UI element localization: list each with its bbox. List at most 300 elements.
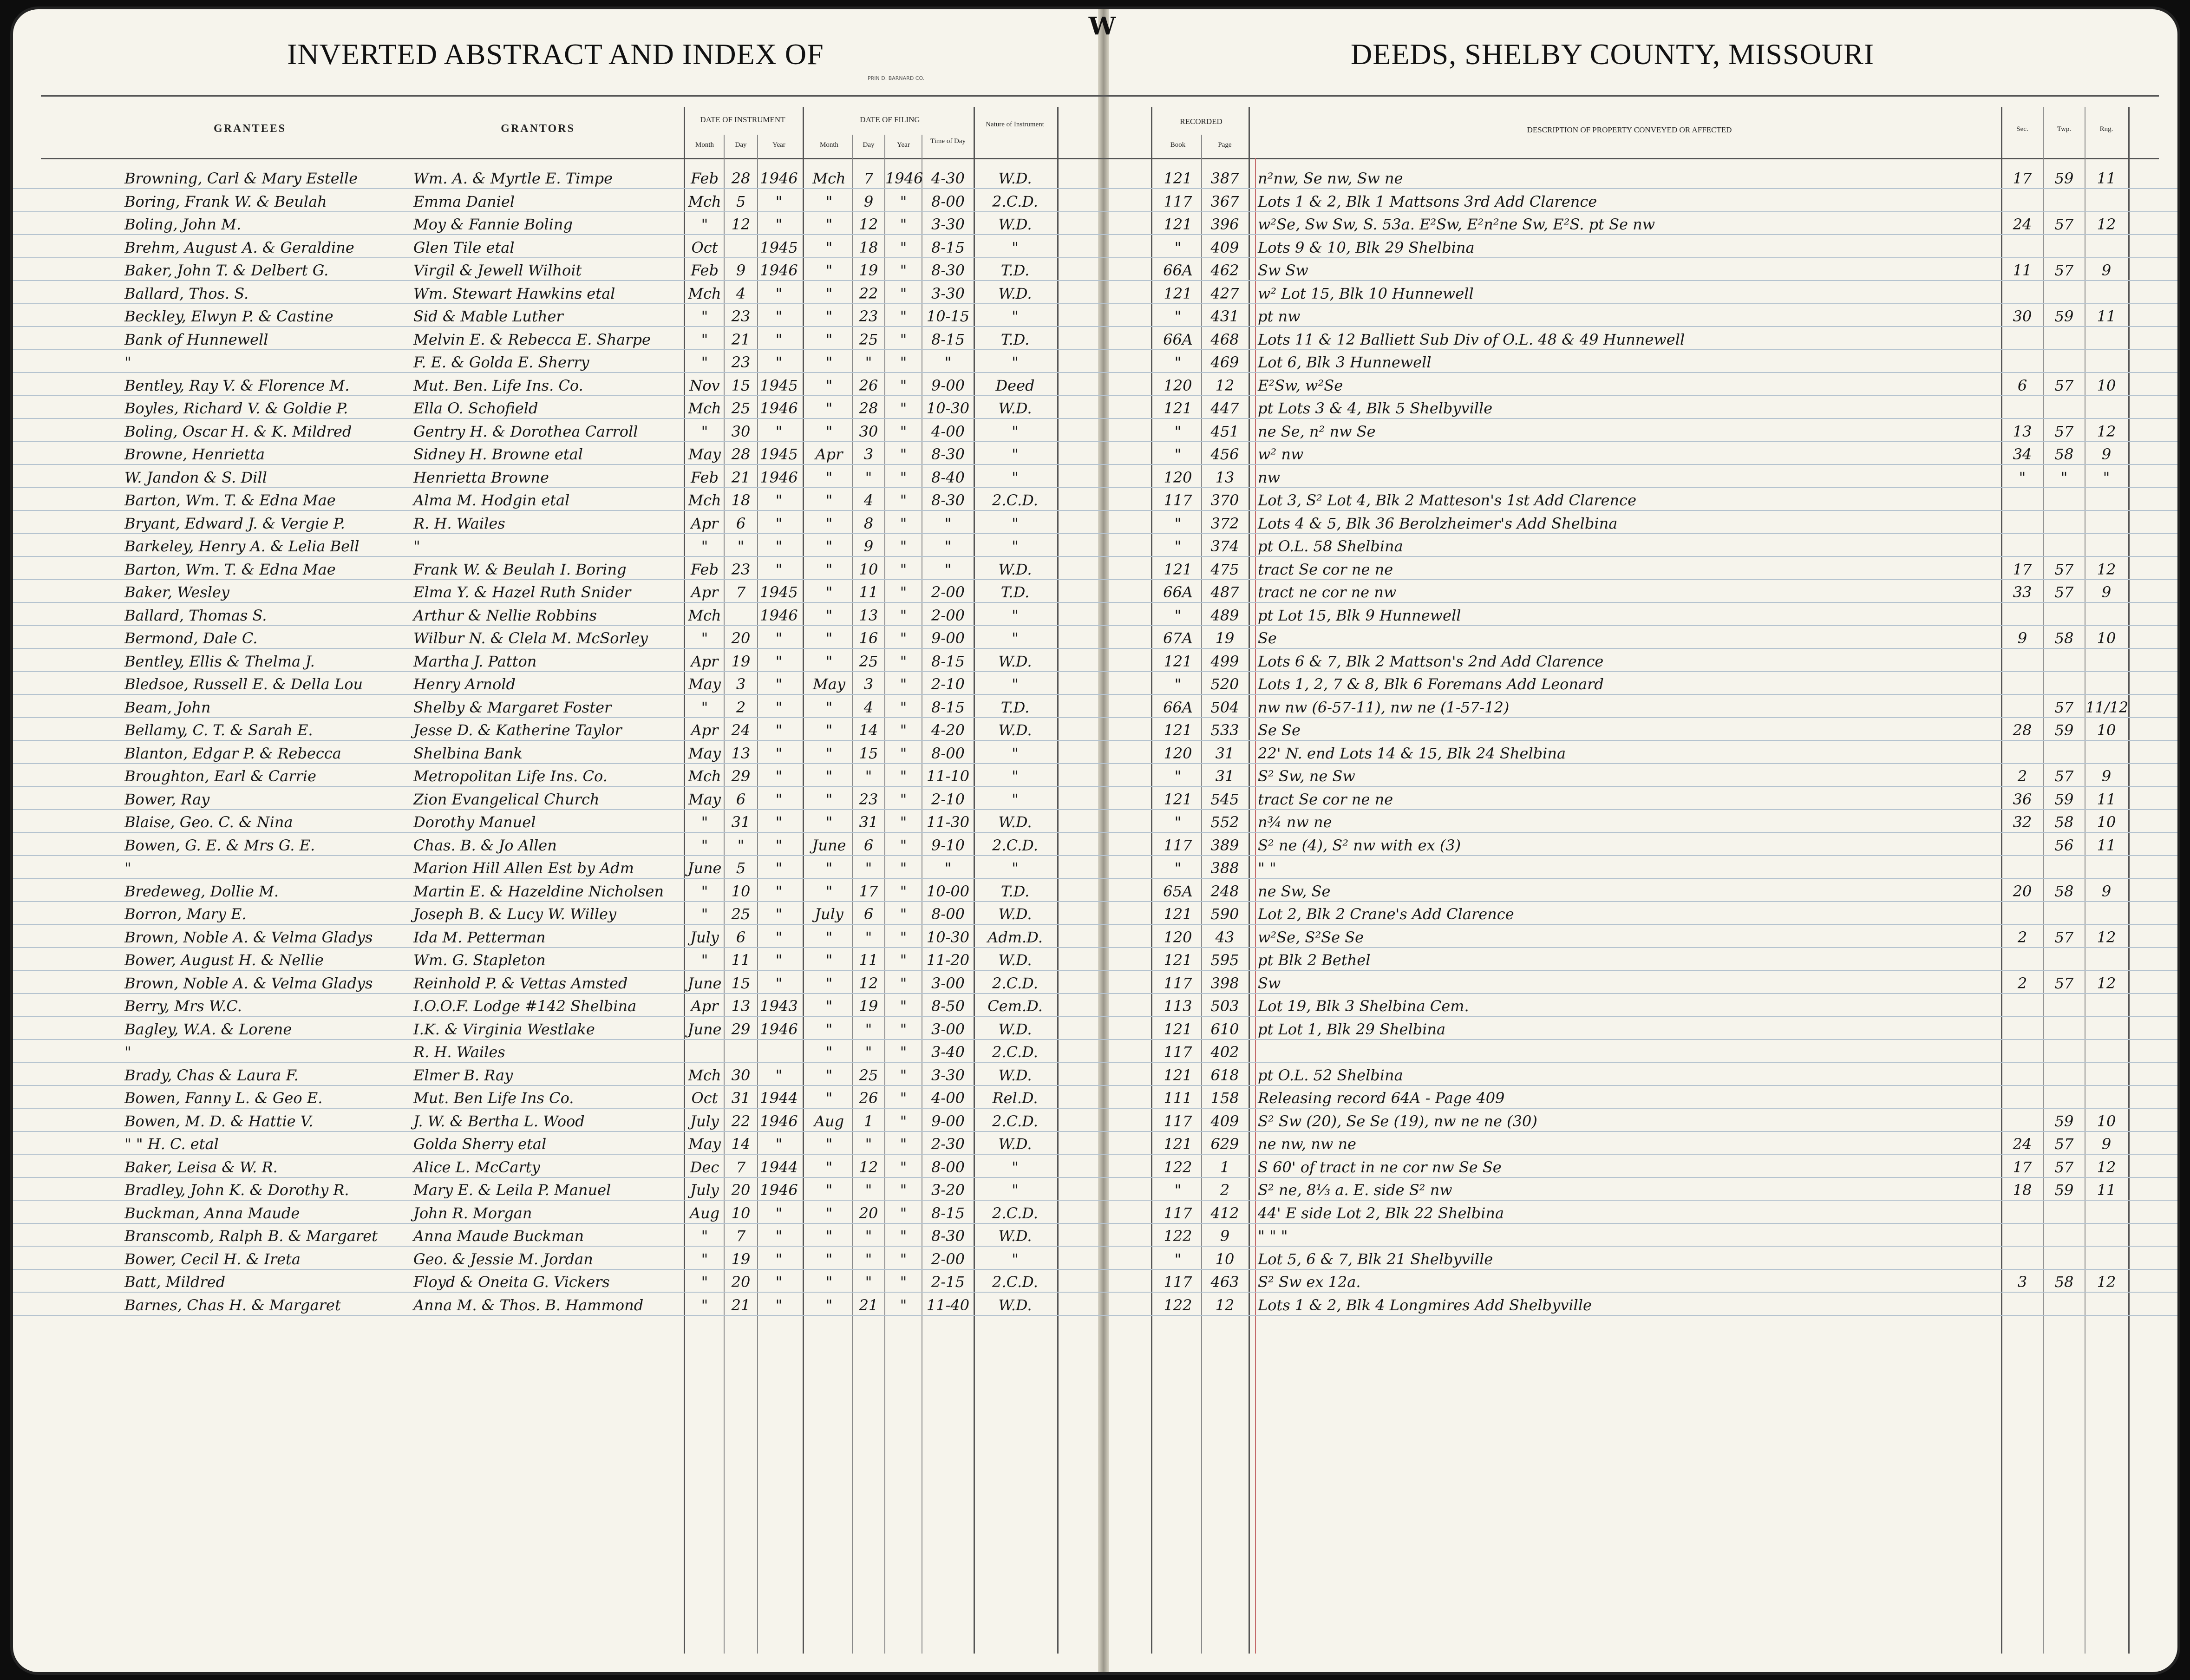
book-cell: 67A: [1163, 629, 1193, 647]
description-cell: pt Lots 3 & 4, Blk 5 Shelbyville: [1258, 399, 1493, 417]
twp-cell: 57: [2054, 560, 2074, 578]
twp-cell: 57: [2054, 261, 2074, 279]
instrument-month-cell: [686, 1040, 724, 1063]
filing-day-cell: 25: [859, 330, 878, 348]
instrument-day-cell: 23: [731, 353, 751, 371]
filing-time-cell: 10-30: [926, 399, 970, 417]
book-cell: 122: [1164, 1227, 1192, 1245]
twp-cell: [2044, 488, 2085, 511]
twp-cell: [2044, 327, 2085, 350]
rng-cell: [2085, 235, 2127, 258]
filing-day-cell: 3: [863, 675, 874, 693]
book-cell: 121: [1164, 399, 1192, 417]
nature-cell: ": [1012, 859, 1019, 877]
grantee-cell: Borron, Mary E.: [124, 905, 247, 923]
nature-cell: 2.C.D.: [992, 1204, 1038, 1222]
header-bottom-rule: [41, 158, 2159, 159]
page-cell: 533: [1210, 721, 1239, 739]
table-row: [13, 948, 2177, 971]
description-cell: ne Se, n² nw Se: [1258, 422, 1376, 440]
filing-month-cell: ": [825, 1020, 833, 1038]
filing-day-cell: ": [865, 468, 872, 486]
instrument-month-cell: July: [690, 1181, 719, 1199]
filing-month-cell: ": [825, 238, 833, 256]
rng-cell: [2085, 649, 2127, 672]
filing-year-cell: ": [900, 790, 907, 808]
nature-cell: W.D.: [998, 399, 1032, 417]
filing-year-cell: ": [900, 1181, 907, 1199]
table-row: [13, 971, 2177, 994]
filing-time-cell: 10-30: [926, 928, 970, 946]
sec-cell: 32: [2013, 813, 2032, 831]
filing-time-cell: 11-40: [926, 1296, 970, 1314]
sec-cell: [2002, 741, 2043, 764]
description-cell: Lot 2, Blk 2 Crane's Add Clarence: [1258, 905, 1514, 923]
twp-cell: 57: [2054, 216, 2074, 233]
instrument-day-cell: 14: [731, 1135, 751, 1153]
grantor-cell: Martha J. Patton: [413, 652, 537, 670]
recorded-header: RECORDED: [1180, 117, 1222, 126]
table-row: [13, 304, 2177, 327]
sec-cell: [2002, 281, 2043, 304]
grantee-cell: Bowen, G. E. & Mrs G. E.: [124, 836, 315, 854]
description-cell: Lot 3, S² Lot 4, Blk 2 Matteson's 1st Add Clarence: [1258, 491, 1637, 509]
filing-year-header: Year: [897, 141, 910, 149]
nature-cell: 2.C.D.: [992, 491, 1038, 509]
table-row: [13, 557, 2177, 580]
nature-cell: W.D.: [998, 721, 1032, 739]
filing-time-cell: 3-00: [931, 974, 965, 992]
description-cell: 44' E side Lot 2, Blk 22 Shelbina: [1258, 1204, 1504, 1222]
grantor-cell: Anna M. & Thos. B. Hammond: [413, 1296, 644, 1314]
filing-day-cell: 4: [863, 698, 874, 716]
rng-cell: 12: [2097, 1273, 2116, 1291]
twp-cell: ": [2060, 468, 2068, 486]
grantee-cell: Bermond, Dale C.: [124, 629, 258, 647]
page-cell: 552: [1210, 813, 1239, 831]
grantor-cell: Marion Hill Allen Est by Adm: [413, 859, 634, 877]
description-cell: " " ": [1258, 1227, 1288, 1245]
grantee-cell: Bowen, Fanny L. & Geo E.: [124, 1089, 323, 1107]
filing-time-cell: ": [944, 514, 952, 532]
grantor-cell: R. H. Wailes: [413, 514, 505, 532]
filing-month-cell: Aug: [814, 1112, 844, 1130]
filing-day-cell: 9: [863, 537, 874, 555]
filing-day-cell: 10: [859, 560, 878, 578]
book-cell: ": [1174, 859, 1182, 877]
sec-cell: 24: [2013, 216, 2032, 233]
filing-year-cell: ": [900, 1158, 907, 1176]
twp-cell: [2044, 1040, 2085, 1063]
sec-cell: 13: [2013, 422, 2032, 440]
grantor-cell: Wilbur N. & Clela M. McSorley: [413, 629, 648, 647]
twp-cell: 57: [2054, 698, 2074, 716]
grantee-cell: " " H. C. etal: [124, 1135, 219, 1153]
page-cell: 475: [1210, 560, 1239, 578]
grantee-cell: Baker, Wesley: [124, 583, 229, 601]
filing-day-cell: 23: [859, 790, 878, 808]
page-cell: 545: [1210, 790, 1239, 808]
filing-time-cell: 3-30: [931, 216, 965, 233]
twp-cell: 59: [2054, 1181, 2074, 1199]
filing-year-cell: ": [900, 261, 907, 279]
filing-time-cell: ": [944, 859, 952, 877]
twp-cell: 57: [2054, 1158, 2074, 1176]
instrument-month-cell: May: [688, 744, 721, 762]
filing-month-cell: ": [825, 1043, 833, 1061]
filing-month-cell: ": [825, 468, 833, 486]
book-cell: 121: [1164, 951, 1192, 969]
instrument-month-cell: Mch: [688, 767, 721, 785]
table-row: [13, 1247, 2177, 1270]
page-cell: 1: [1220, 1158, 1230, 1176]
instrument-day-cell: ": [737, 537, 745, 555]
page-cell: 595: [1210, 951, 1239, 969]
table-row: [13, 1270, 2177, 1293]
page-cell: 469: [1210, 353, 1239, 371]
instrument-month-cell: Feb: [691, 560, 719, 578]
instrument-month-cell: Feb: [691, 261, 719, 279]
filing-time-cell: 2-00: [931, 606, 965, 624]
sec-cell: [2002, 1086, 2043, 1109]
filing-day-cell: ": [865, 1135, 872, 1153]
grantor-cell: Sidney H. Browne etal: [413, 445, 583, 463]
twp-cell: [2044, 603, 2085, 626]
instrument-month-cell: ": [701, 1273, 708, 1291]
instrument-year-cell: ": [775, 1066, 783, 1084]
book-cell: 121: [1164, 652, 1192, 670]
filing-month-cell: Mch: [812, 170, 846, 187]
right-page-title: DEEDS, SHELBY COUNTY, MISSOURI: [1351, 38, 1874, 71]
twp-cell: 58: [2054, 445, 2074, 463]
instrument-month-cell: June: [687, 974, 722, 992]
nature-cell: W.D.: [998, 560, 1032, 578]
grantee-cell: Browne, Henrietta: [124, 445, 265, 463]
rng-cell: [2085, 511, 2127, 534]
instrument-year-cell: ": [775, 422, 783, 440]
nature-cell: ": [1012, 1250, 1019, 1268]
table-row: [13, 281, 2177, 304]
grantor-cell: Henrietta Browne: [413, 468, 549, 486]
filing-time-cell: 4-00: [931, 422, 965, 440]
filing-day-cell: 19: [859, 997, 878, 1015]
instrument-day-cell: 5: [736, 192, 746, 210]
grantee-cell: Barton, Wm. T. & Edna Mae: [124, 491, 336, 509]
grantee-cell: Bryant, Edward J. & Vergie P.: [124, 514, 345, 532]
filing-year-cell: ": [900, 675, 907, 693]
instrument-year-cell: ": [775, 813, 783, 831]
filing-day-cell: 18: [859, 238, 878, 256]
instrument-month-cell: ": [701, 537, 708, 555]
filing-time-cell: ": [944, 560, 952, 578]
twp-cell: 58: [2054, 882, 2074, 900]
filing-day-cell: 21: [859, 1296, 878, 1314]
sec-cell: [2002, 534, 2043, 557]
ledger-book: [10, 7, 2180, 1675]
nature-cell: 2.C.D.: [992, 836, 1038, 854]
table-row: [13, 534, 2177, 557]
page-cell: 412: [1210, 1204, 1239, 1222]
instrument-year-cell: ": [775, 882, 783, 900]
sec-cell: [2002, 902, 2043, 925]
filing-year-cell: ": [900, 905, 907, 923]
sec-cell: [2002, 396, 2043, 419]
filing-year-cell: ": [900, 353, 907, 371]
description-cell: w² Lot 15, Blk 10 Hunnewell: [1258, 284, 1474, 302]
twp-cell: 57: [2054, 928, 2074, 946]
filing-year-cell: ": [900, 813, 907, 831]
instrument-month-cell: Mch: [688, 1066, 721, 1084]
nature-cell: ": [1012, 537, 1019, 555]
nature-cell: W.D.: [998, 170, 1032, 187]
book-cell: 117: [1164, 1273, 1192, 1291]
instrument-month-cell: Oct: [691, 1089, 718, 1107]
sec-cell: [2002, 695, 2043, 718]
filing-year-cell: ": [900, 1250, 907, 1268]
filing-time-cell: 2-00: [931, 583, 965, 601]
filing-time-cell: 8-15: [931, 652, 965, 670]
description-cell: n²nw, Se nw, Sw ne: [1258, 170, 1403, 187]
instrument-year-cell: ": [775, 928, 783, 946]
instrument-day-cell: 28: [731, 445, 751, 463]
nature-cell: Deed: [995, 376, 1035, 394]
instrument-year-cell: 1946: [760, 399, 798, 417]
nature-cell: ": [1012, 1181, 1019, 1199]
filing-time-cell: ": [944, 537, 952, 555]
instrument-year-cell: 1944: [760, 1089, 798, 1107]
book-cell: 117: [1164, 491, 1192, 509]
instrument-month-cell: ": [701, 629, 708, 647]
rng-cell: 12: [2097, 216, 2116, 233]
filing-day-cell: 14: [859, 721, 878, 739]
sec-cell: [2002, 1017, 2043, 1040]
instrument-month-cell: ": [701, 905, 708, 923]
description-cell: [1258, 1040, 2001, 1063]
instrument-day-cell: 9: [736, 261, 746, 279]
rng-cell: 9: [2101, 583, 2112, 601]
grantee-cell: Ballard, Thos. S.: [124, 284, 249, 302]
grantee-cell: Beam, John: [124, 698, 211, 716]
grantor-cell: Reinhold P. & Vettas Amsted: [413, 974, 628, 992]
grantee-cell: Bower, Ray: [124, 790, 210, 808]
filing-month-cell: ": [825, 1227, 833, 1245]
instrument-day-cell: 4: [736, 284, 746, 302]
filing-day-cell: ": [865, 859, 872, 877]
page-cell: 372: [1210, 514, 1239, 532]
filing-time-cell: 9-00: [931, 629, 965, 647]
instrument-day-cell: 5: [736, 859, 746, 877]
page-cell: 463: [1210, 1273, 1239, 1291]
sec-cell: 17: [2013, 170, 2032, 187]
date-of-instrument-header: DATE OF INSTRUMENT: [700, 115, 785, 124]
nature-cell: Rel.D.: [992, 1089, 1038, 1107]
filing-month-cell: ": [825, 1273, 833, 1291]
instrument-year-cell: 1946: [760, 261, 798, 279]
nature-cell: W.D.: [998, 1227, 1032, 1245]
description-cell: pt Lot 1, Blk 29 Shelbina: [1258, 1020, 1446, 1038]
instrument-month-cell: June: [687, 1020, 722, 1038]
page-cell: 396: [1210, 216, 1239, 233]
filing-month-cell: ": [825, 1135, 833, 1153]
filing-month-cell: ": [825, 1066, 833, 1084]
grantor-cell: Alma M. Hodgin etal: [413, 491, 570, 509]
sec-cell: [2002, 1201, 2043, 1224]
instrument-day-cell: 15: [731, 376, 751, 394]
filing-time-cell: 8-15: [931, 330, 965, 348]
instrument-day-cell: [725, 603, 757, 626]
filing-month-cell: ": [825, 790, 833, 808]
description-header: DESCRIPTION OF PROPERTY CONVEYED OR AFFECTED: [1527, 125, 1732, 134]
grantor-cell: Elmer B. Ray: [413, 1066, 513, 1084]
page-cell: 367: [1210, 192, 1239, 210]
nature-cell: ": [1012, 1158, 1019, 1176]
description-cell: S² Sw ex 12a.: [1258, 1273, 1361, 1291]
filing-month-header: Month: [819, 141, 838, 149]
book-cell: 121: [1164, 170, 1192, 187]
book-cell: 117: [1164, 974, 1192, 992]
twp-cell: [2044, 350, 2085, 373]
nature-cell: ": [1012, 422, 1019, 440]
instrument-month-cell: ": [701, 1250, 708, 1268]
grantor-cell: Jesse D. & Katherine Taylor: [413, 721, 622, 739]
filing-year-cell: ": [900, 192, 907, 210]
nature-cell: ": [1012, 468, 1019, 486]
book-cell: 117: [1164, 192, 1192, 210]
filing-time-cell: 8-40: [931, 468, 965, 486]
nature-cell: 2.C.D.: [992, 1043, 1038, 1061]
filing-year-cell: ": [900, 974, 907, 992]
book-cell: 66A: [1163, 261, 1193, 279]
description-cell: Sw: [1258, 974, 1281, 992]
filing-month-cell: ": [825, 744, 833, 762]
page-cell: 10: [1215, 1250, 1235, 1268]
filing-day-cell: 26: [859, 376, 878, 394]
filing-year-cell: ": [900, 514, 907, 532]
twp-cell: 59: [2054, 307, 2074, 325]
filing-month-cell: ": [825, 399, 833, 417]
instrument-month-cell: ": [701, 422, 708, 440]
table-row: [13, 626, 2177, 649]
instrument-day-cell: 22: [731, 1112, 751, 1130]
grantor-cell: Henry Arnold: [413, 675, 516, 693]
grantor-cell: Martin E. & Hazeldine Nicholsen: [413, 882, 664, 900]
table-row: [13, 856, 2177, 879]
filing-year-cell: ": [900, 399, 907, 417]
description-cell: nw: [1258, 468, 1280, 486]
grantor-cell: Emma Daniel: [413, 192, 515, 210]
description-cell: Lots 4 & 5, Blk 36 Berolzheimer's Add Shelbina: [1258, 514, 1618, 532]
filing-time-cell: 4-00: [931, 1089, 965, 1107]
instrument-day-cell: 20: [731, 1181, 751, 1199]
page-cell: 12: [1215, 1296, 1235, 1314]
book-cell: 122: [1164, 1158, 1192, 1176]
instrument-month-cell: Nov: [689, 376, 720, 394]
twp-cell: [2044, 1086, 2085, 1109]
table-row: [13, 1109, 2177, 1132]
instrument-month-cell: ": [701, 307, 708, 325]
filing-year-cell: ": [900, 1273, 907, 1291]
description-cell: pt O.L. 52 Shelbina: [1258, 1066, 1403, 1084]
grantee-cell: Browning, Carl & Mary Estelle: [124, 170, 358, 187]
instrument-year-cell: ": [775, 744, 783, 762]
instrument-year-cell: ": [775, 836, 783, 854]
description-cell: Sw Sw: [1258, 261, 1308, 279]
instrument-month-cell: ": [701, 836, 708, 854]
filing-month-cell: ": [825, 422, 833, 440]
grantor-cell: R. H. Wailes: [413, 1043, 505, 1061]
table-row: [13, 1293, 2177, 1316]
sec-cell: [2002, 833, 2043, 856]
instrument-month-cell: ": [701, 698, 708, 716]
page-cell: 387: [1210, 170, 1239, 187]
instrument-month-cell: Mch: [688, 284, 721, 302]
filing-year-cell: ": [900, 1204, 907, 1222]
grantee-cell: Broughton, Earl & Carrie: [124, 767, 316, 785]
filing-year-cell: ": [900, 491, 907, 509]
instrument-year-cell: ": [775, 330, 783, 348]
filing-month-cell: ": [825, 859, 833, 877]
instrument-year-cell: ": [775, 767, 783, 785]
page-cell: 462: [1210, 261, 1239, 279]
sec-cell: 3: [2017, 1273, 2027, 1291]
instrument-year-cell: 1945: [760, 583, 798, 601]
instrument-month-cell: Apr: [691, 721, 719, 739]
table-row: [13, 672, 2177, 695]
sec-cell: [2002, 1109, 2043, 1132]
nature-cell: ": [1012, 353, 1019, 371]
nature-cell: T.D.: [1000, 261, 1030, 279]
rng-cell: ": [2103, 468, 2110, 486]
filing-day-cell: ": [865, 1181, 872, 1199]
filing-day-cell: 11: [859, 951, 878, 969]
page-cell: 31: [1215, 744, 1235, 762]
grantee-cell: Bradley, John K. & Dorothy R.: [124, 1181, 349, 1199]
instrument-day-cell: ": [737, 836, 745, 854]
filing-year-cell: ": [900, 836, 907, 854]
filing-year-cell: ": [900, 997, 907, 1015]
book-cell: 66A: [1163, 583, 1193, 601]
filing-day-cell: 25: [859, 652, 878, 670]
grantor-cell: Floyd & Oneita G. Vickers: [413, 1273, 610, 1291]
nature-header: Nature of Instrument: [986, 121, 1044, 128]
nature-cell: W.D.: [998, 652, 1032, 670]
rng-cell: 12: [2097, 560, 2116, 578]
filing-month-cell: Apr: [815, 445, 843, 463]
filing-time-cell: 8-30: [931, 1227, 965, 1245]
table-row: [13, 235, 2177, 258]
sec-cell: 20: [2013, 882, 2032, 900]
rng-cell: 12: [2097, 928, 2116, 946]
filing-time-cell: 8-30: [931, 445, 965, 463]
filing-time-cell: 11-10: [926, 767, 970, 785]
instrument-year-cell: 1946: [760, 606, 798, 624]
page-cell: 248: [1210, 882, 1239, 900]
filing-year-cell: ": [900, 1135, 907, 1153]
grantee-cell: Bentley, Ellis & Thelma J.: [124, 652, 315, 670]
twp-cell: [2044, 1201, 2085, 1224]
nature-cell: W.D.: [998, 284, 1032, 302]
nature-cell: W.D.: [998, 1066, 1032, 1084]
twp-cell: 57: [2054, 974, 2074, 992]
instrument-day-cell: 25: [731, 399, 751, 417]
grantor-cell: Mut. Ben Life Ins Co.: [413, 1089, 574, 1107]
instrument-month-cell: Apr: [691, 652, 719, 670]
rng-cell: [2085, 350, 2127, 373]
table-row: [13, 902, 2177, 925]
grantee-cell: W. Jandon & S. Dill: [124, 468, 267, 486]
nature-cell: W.D.: [998, 905, 1032, 923]
page-cell: 447: [1210, 399, 1239, 417]
